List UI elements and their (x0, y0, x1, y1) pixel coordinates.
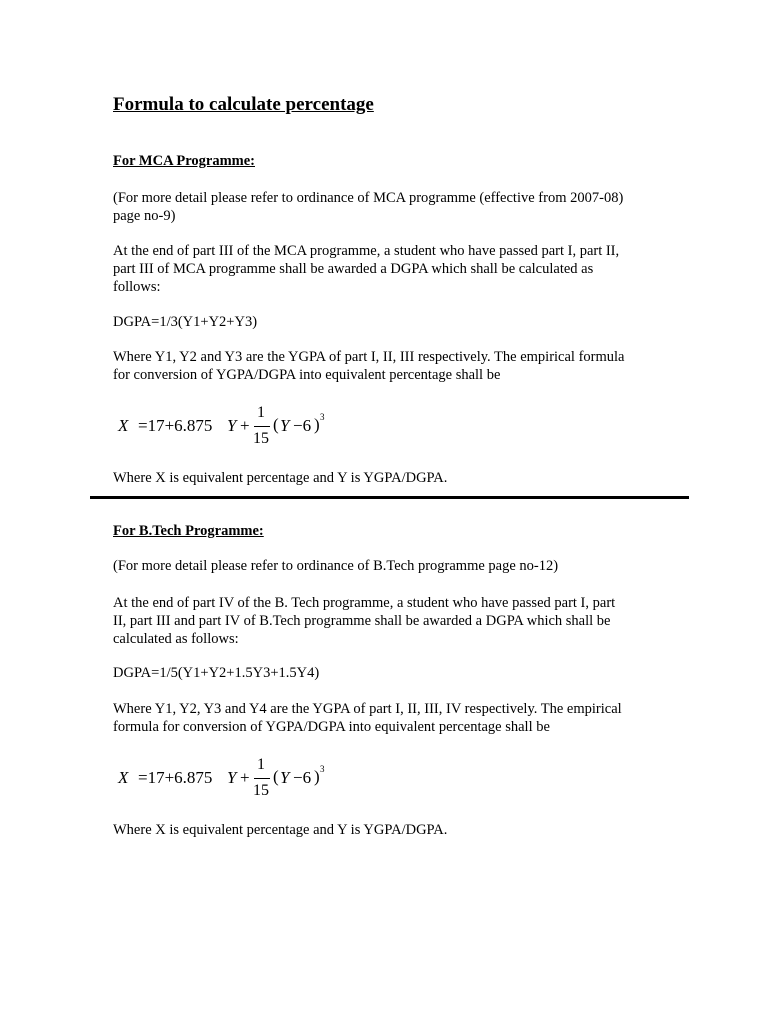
btech-intro-line: calculated as follows: (113, 631, 239, 647)
formula-y: Y (227, 416, 237, 435)
btech-intro-line: II, part III and part IV of B.Tech programme shall be awarded a DGPA which shall be (113, 613, 611, 629)
mca-intro-line: At the end of part III of the MCA programme, a student who have passed part I, part II, (113, 243, 620, 259)
mca-note-line: page no-9) (113, 208, 176, 224)
formula-inner-rest: −6 (293, 768, 312, 787)
section-divider (90, 496, 689, 499)
formula-numerator: 1 (257, 756, 265, 773)
mca-conclusion-text: Where X is equivalent percentage and Y is YGPA/DGPA. (113, 470, 448, 486)
mca-dgpa-text: DGPA=1/3(Y1+Y2+Y3) (113, 314, 258, 330)
formula-inner-rest: −6 (293, 416, 312, 435)
formula-inner-y: Y (280, 416, 290, 435)
mca-where-line: Where Y1, Y2 and Y3 are the YGPA of part I, II, III respectively. The empirical formula (113, 349, 625, 365)
btech-conclusion-text: Where X is equivalent percentage and Y is YGPA/DGPA. (113, 822, 448, 838)
formula-exponent: 3 (320, 764, 325, 774)
btech-heading: For B.Tech Programme: (113, 523, 264, 539)
formula-paren-open: ( (273, 767, 279, 786)
formula-denominator: 15 (253, 430, 269, 447)
formula-paren-close: ) (314, 415, 320, 434)
btech-note (113, 557, 658, 575)
btech-dgpa-text: DGPA=1/5(Y1+Y2+1.5Y3+1.5Y4) (113, 665, 320, 681)
formula-exponent: 3 (320, 412, 325, 422)
formula-plus: + (240, 416, 250, 435)
btech-intro-line: At the end of part IV of the B. Tech programme, a student who have passed part I, part (113, 595, 616, 611)
mca-where (113, 348, 658, 384)
btech-where (113, 700, 658, 736)
btech-percentage-formula (118, 756, 378, 802)
mca-percentage-formula (118, 404, 378, 450)
mca-intro-line: follows: (113, 279, 161, 295)
formula-constant: =17+6.875 (138, 768, 213, 787)
mca-heading: For MCA Programme: (113, 153, 255, 169)
mca-conclusion (113, 469, 658, 487)
formula-denominator: 15 (253, 782, 269, 799)
mca-intro (113, 242, 658, 296)
btech-note-line: (For more detail please refer to ordinance of B.Tech programme page no-12) (113, 558, 559, 574)
formula-numerator: 1 (257, 404, 265, 421)
btech-where-line: formula for conversion of YGPA/DGPA into equivalent percentage shall be (113, 719, 550, 735)
page-title: Formula to calculate percentage (113, 94, 374, 115)
fraction-bar (254, 778, 270, 779)
mca-dgpa-formula (113, 313, 658, 331)
formula-plus: + (240, 768, 250, 787)
formula-constant: =17+6.875 (138, 416, 213, 435)
mca-intro-line: part III of MCA programme shall be awarded a DGPA which shall be calculated as (113, 261, 594, 277)
formula-paren-open: ( (273, 415, 279, 434)
btech-dgpa-formula (113, 664, 658, 682)
btech-conclusion (113, 821, 658, 839)
btech-where-line: Where Y1, Y2, Y3 and Y4 are the YGPA of part I, II, III, IV respectively. The empirical (113, 701, 622, 717)
mca-where-line: for conversion of YGPA/DGPA into equivalent percentage shall be (113, 367, 501, 383)
mca-note (113, 189, 658, 225)
formula-paren-close: ) (314, 767, 320, 786)
fraction-bar (254, 426, 270, 427)
btech-intro (113, 594, 658, 648)
formula-y: Y (227, 768, 237, 787)
formula-x: X (118, 416, 129, 435)
formula-x: X (118, 768, 129, 787)
formula-inner-y: Y (280, 768, 290, 787)
mca-note-line: (For more detail please refer to ordinance of MCA programme (effective from 2007-08) (113, 190, 624, 206)
